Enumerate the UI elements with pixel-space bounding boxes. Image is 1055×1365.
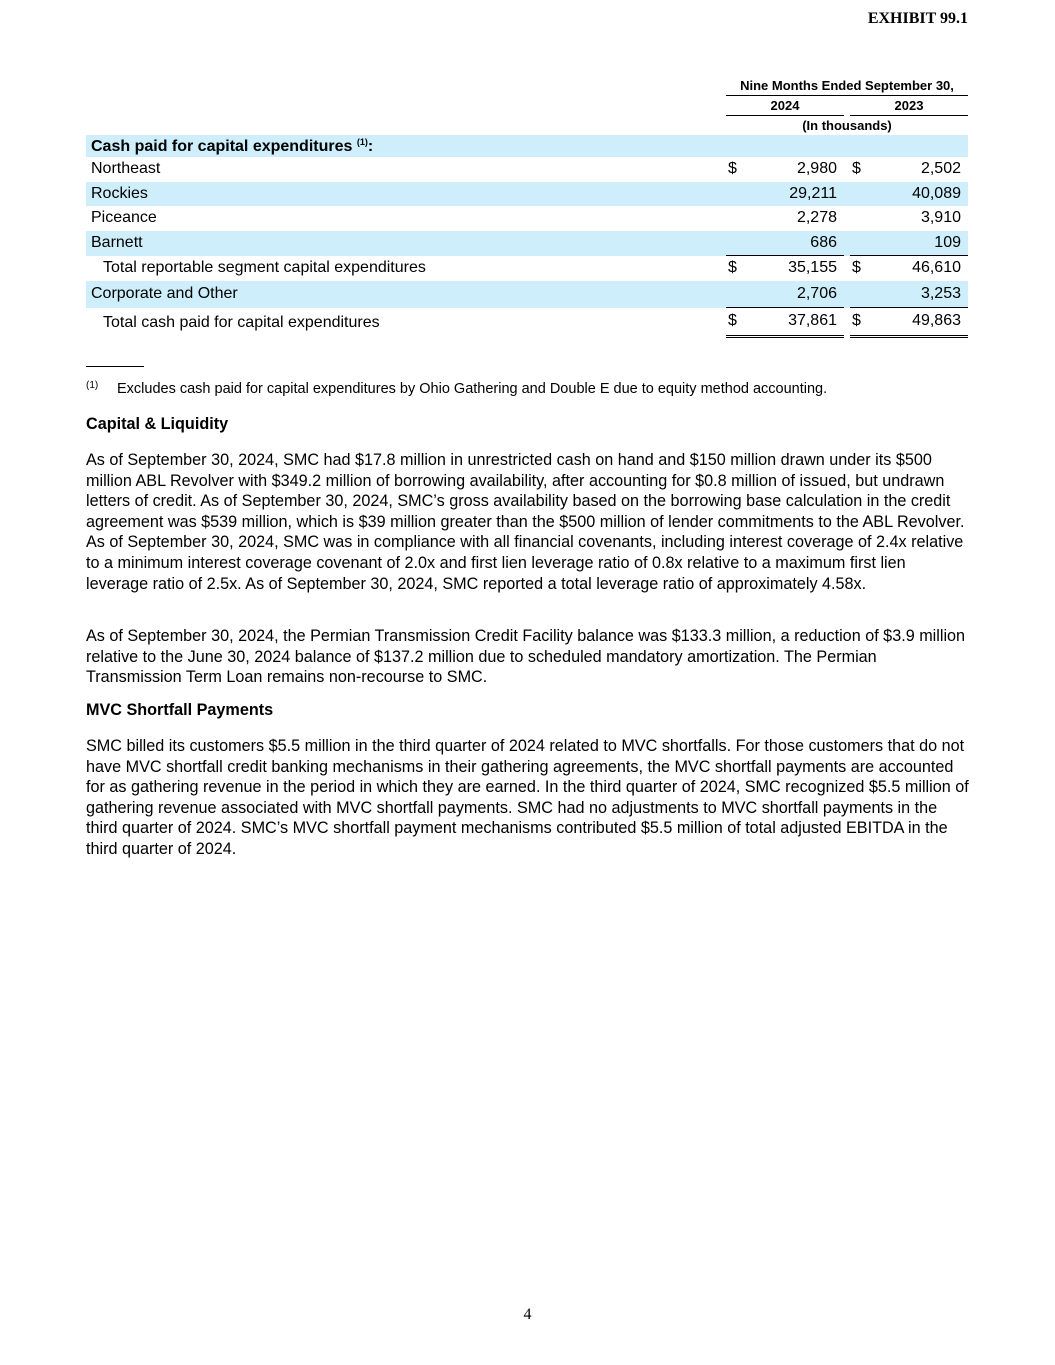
- value-2024: 2,980: [796, 160, 837, 178]
- footnote-divider: [86, 366, 144, 367]
- exhibit-label: EXHIBIT 99.1: [867, 10, 968, 27]
- value-2024: 2,706: [744, 281, 844, 308]
- section-colon: :: [367, 137, 374, 155]
- value-2023: 2,502: [920, 160, 961, 178]
- value-2023: 49,863: [868, 308, 968, 338]
- capital-liquidity-paragraph-2: [86, 626, 970, 688]
- table-row: [86, 206, 968, 231]
- paragraph-text: SMC billed its customers $5.5 million in the third quarter of 2024 related to MVC shortfalls. For those customers that do not have MVC shortfall credit banking mechanisms in their gathering agreements, the MVC shortfall payments are accounted for as gathering revenue in the period in which they are earned. In the third quarter of 2024, SMC recognized $5.5 million of gathering revenue associated with MVC shortfall payments. SMC had no adjustments to MVC shortfall payments in the third quarter of 2024. SMC’s MVC shortfall payment mechanisms contributed $5.5 million of total adjusted EBITDA in the third quarter of 2024.: [86, 737, 969, 858]
- footnote: [86, 380, 976, 397]
- row-label: Northeast: [91, 160, 161, 178]
- value-2023: 3,910: [920, 209, 961, 227]
- page-number: 4: [523, 1306, 532, 1323]
- footnote-text: Excludes cash paid for capital expenditures by Ohio Gathering and Double E due to equity method accounting.: [117, 381, 828, 397]
- value-2023: 46,610: [912, 259, 961, 277]
- period-header: Nine Months Ended September 30,: [726, 76, 968, 96]
- units-header: (In thousands): [802, 118, 892, 133]
- row-label: Barnett: [86, 231, 726, 257]
- capital-liquidity-paragraph-1: [86, 450, 970, 594]
- section-header-row: [86, 135, 968, 157]
- currency-symbol: $: [728, 160, 737, 178]
- year-2024-header: 2024: [726, 96, 844, 116]
- currency-symbol: $: [852, 160, 861, 178]
- paragraph-text: As of September 30, 2024, SMC had $17.8 million in unrestricted cash on hand and $150 million drawn under its $500 million ABL Revolver with $349.2 million of borrowing availability, after accounting for $0.8 million of issued, but undrawn letters of credit. As of September 30, 2024, SMC’s gross availability based on the borrowing base calculation in the credit agreement was $539 million, which is $39 million greater than the $500 million of lender commitments to the ABL Revolver. As of September 30, 2024, SMC was in compliance with all financial covenants, including interest coverage of 2.4x relative to a minimum interest coverage covenant of 2.0x and first lien leverage ratio of 0.8x relative to a maximum first lien leverage ratio of 2.5x. As of September 30, 2024, SMC reported a total leverage ratio of approximately 4.58x.: [86, 451, 965, 593]
- paragraph-text: As of September 30, 2024, the Permian Transmission Credit Facility balance was $133.3 million, a reduction of $3.9 million relative to the June 30, 2024 balance of $137.2 million due to scheduled mandatory amortization. The Permian Transmission Term Loan remains non-recourse to SMC.: [86, 627, 966, 687]
- table-row: [86, 256, 968, 281]
- currency-symbol: $: [728, 259, 737, 277]
- table-row: [86, 308, 968, 338]
- row-label: Total cash paid for capital expenditures: [103, 313, 380, 331]
- currency-symbol: $: [726, 308, 744, 338]
- value-2023: 40,089: [868, 182, 968, 207]
- value-2024: 37,861: [744, 308, 844, 338]
- value-2023: 109: [868, 231, 968, 257]
- section-footnote-marker: (1): [356, 136, 368, 147]
- mvc-paragraph: [86, 736, 970, 860]
- table-row: [86, 157, 968, 182]
- row-label: Corporate and Other: [86, 281, 726, 308]
- value-2023: 3,253: [868, 281, 968, 308]
- capital-liquidity-heading: Capital & Liquidity: [86, 415, 229, 433]
- currency-symbol: $: [850, 308, 868, 338]
- table-row: [86, 182, 968, 207]
- row-label: Rockies: [86, 182, 726, 207]
- value-2024: 35,155: [788, 259, 837, 277]
- row-label: Total reportable segment capital expenditures: [103, 259, 426, 277]
- row-label: Piceance: [91, 209, 157, 227]
- year-2023-header: 2023: [850, 96, 968, 116]
- value-2024: 29,211: [744, 182, 844, 207]
- capex-table-container: [86, 76, 968, 338]
- capex-table: [86, 76, 968, 338]
- table-row: [86, 281, 968, 308]
- mvc-heading: MVC Shortfall Payments: [86, 701, 274, 719]
- section-title: Cash paid for capital expenditures: [91, 137, 353, 155]
- footnote-marker: (1): [86, 380, 99, 391]
- currency-symbol: $: [852, 259, 861, 277]
- value-2024: 686: [744, 231, 844, 257]
- value-2024: 2,278: [796, 209, 837, 227]
- table-row: [86, 231, 968, 257]
